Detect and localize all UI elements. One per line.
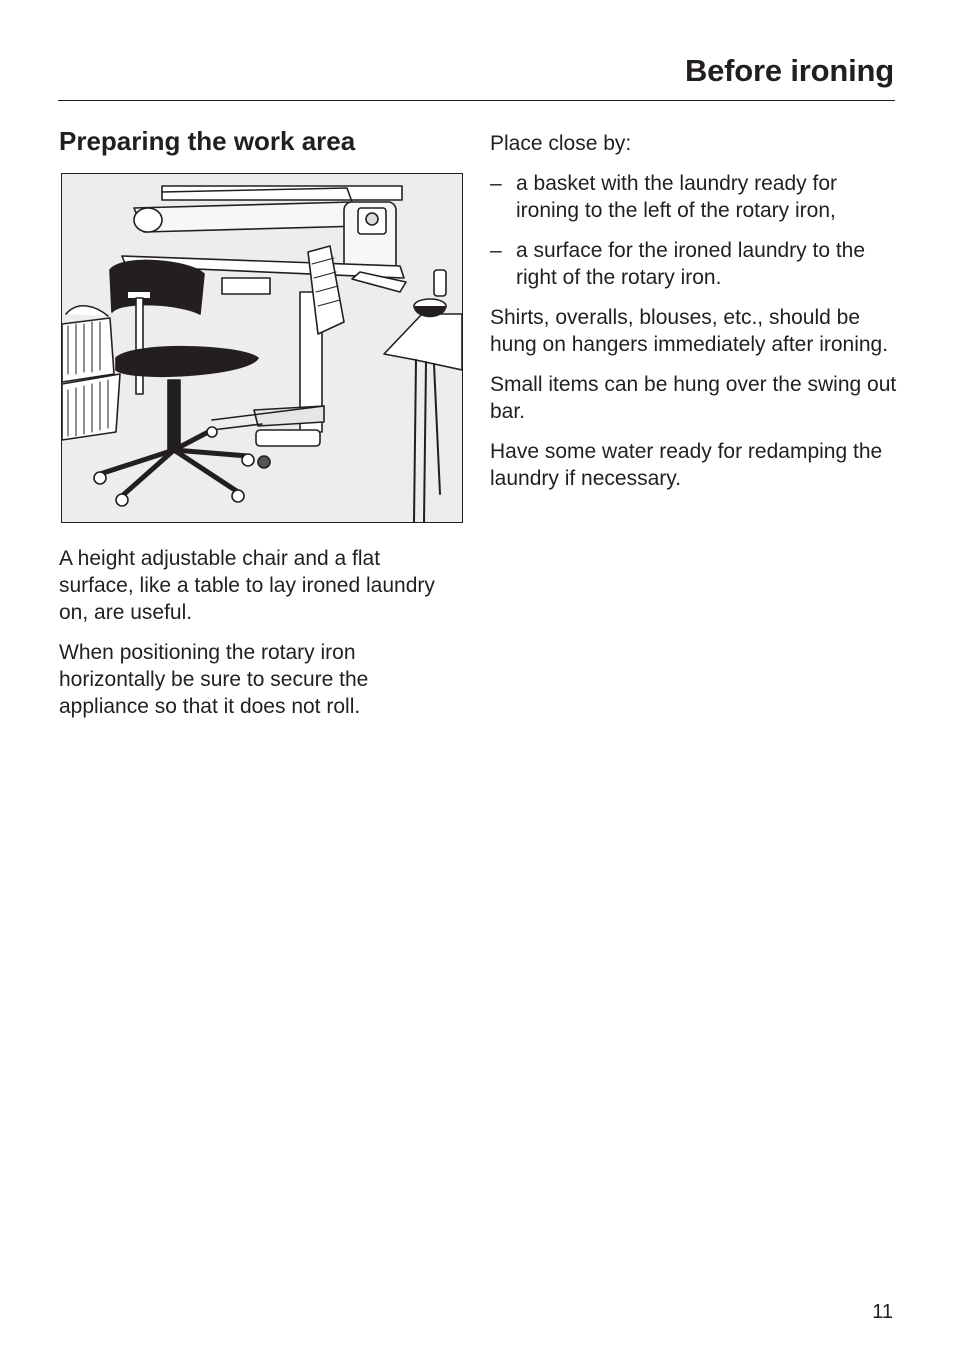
list-item-text: a surface for the ironed laundry to the right of the rotary iron. [516, 239, 866, 289]
header-divider [58, 100, 895, 101]
paragraph: A height adjustable chair and a flat surface, like a table to lay ironed laundry on, are useful. [59, 547, 435, 624]
laundry-basket-drawing [62, 306, 120, 440]
rotary-iron-work-area-illustration [61, 173, 463, 523]
dash-marker: – [490, 239, 502, 262]
dash-marker: – [490, 172, 502, 195]
paragraph: Have some water ready for redamping the laundry if necessary. [490, 440, 883, 490]
dash-list [490, 170, 900, 291]
list-intro: Place close by: [490, 132, 632, 155]
paragraph: Small items can be hung over the swing out bar. [490, 373, 897, 423]
page-number: 11 [872, 1301, 893, 1323]
paragraph: Shirts, overalls, blouses, etc., should be hung on hangers immediately after ironing. [490, 306, 889, 356]
section-heading: Preparing the work area [59, 126, 356, 156]
list-item [490, 237, 900, 291]
left-column [59, 545, 459, 733]
right-column [490, 130, 900, 505]
list-item [490, 170, 900, 224]
list-item-text: a basket with the laundry ready for ironing to the left of the rotary iron, [516, 172, 838, 222]
page-title: Before ironing [684, 53, 894, 88]
paragraph: When positioning the rotary iron horizontally be sure to secure the appliance so that it does not roll. [59, 641, 369, 718]
